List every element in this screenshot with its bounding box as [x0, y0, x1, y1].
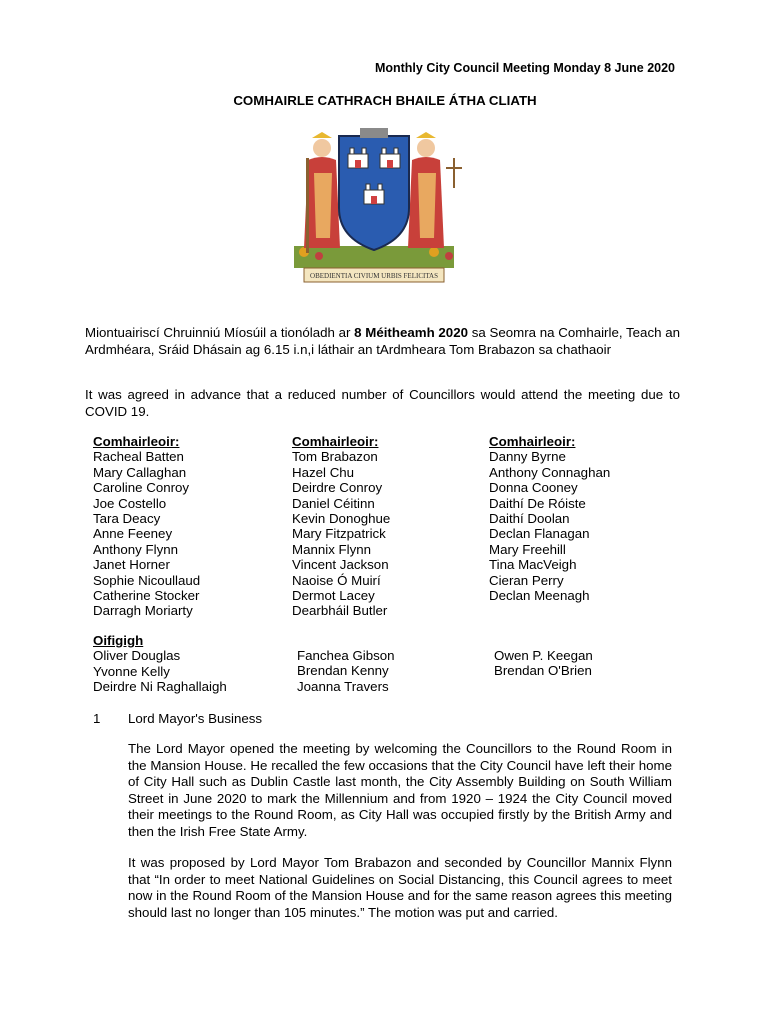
list-item: Mannix Flynn	[292, 541, 372, 557]
item-number: 1	[93, 711, 101, 726]
list-item: Darragh Moriarty	[93, 603, 193, 619]
councillors-column-1	[93, 434, 200, 619]
list-item: Fanchea Gibson	[297, 648, 395, 663]
list-item: Deirdre Conroy	[292, 480, 383, 496]
officials-column-2	[297, 648, 395, 694]
list-item: Anne Feeney	[93, 526, 173, 542]
item-title: Lord Mayor's Business	[128, 711, 263, 726]
list-item: Deirdre Ni Raghallaigh	[93, 679, 227, 695]
item1-paragraph-1: The Lord Mayor opened the meeting by welcoming the Councillors to the Round Room in the Mansion House. He recalled the few occasions that the City Council have left their home of City Hall such as Dublin Castle last month, the City Assembly Building on South William Street in June 2020 to mark the Millennium and from 1920 – 1924 the City Council moved their meetings to the Round Room, as City Hall was occupied firstly by the British Army and then the Irish Free State Army.	[128, 741, 672, 839]
list-item: Daniel Céitinn	[292, 495, 375, 511]
list-item: Naoise Ó Muirí	[292, 572, 381, 588]
list-item: Janet Horner	[93, 557, 170, 573]
list-item: Declan Meenagh	[489, 588, 590, 604]
meeting-date-line: Monthly City Council Meeting Monday 8 June 2020	[374, 61, 675, 75]
list-item: Mary Fitzpatrick	[292, 526, 386, 542]
list-item: Brendan O'Brien	[494, 663, 592, 679]
intro-english: It was agreed in advance that a reduced number of Councillors would attend the meeting due to COVID 19.	[85, 387, 680, 419]
list-item: Daithí De Róiste	[489, 495, 586, 511]
list-item: Tina MacVeigh	[489, 557, 577, 573]
list-item: Joanna Travers	[297, 678, 389, 694]
councillors-heading: Comhairleoir:	[489, 434, 576, 449]
officials-column-1	[93, 633, 227, 695]
list-item: Kevin Donoghue	[292, 511, 391, 527]
list-item: Hazel Chu	[292, 464, 355, 480]
councillors-heading: Comhairleoir:	[93, 434, 180, 449]
list-item: Oliver Douglas	[93, 648, 181, 664]
list-item: Danny Byrne	[489, 449, 566, 465]
list-item: Caroline Conroy	[93, 480, 190, 496]
list-item: Mary Callaghan	[93, 464, 187, 480]
list-item: Joe Costello	[93, 495, 167, 511]
page-title: COMHAIRLE CATHRACH BHAILE ÁTHA CLIATH	[233, 93, 537, 108]
list-item: Anthony Connaghan	[489, 464, 611, 480]
dublin-coat-of-arms	[284, 128, 464, 286]
list-item: Cieran Perry	[489, 572, 564, 588]
councillors-column-2	[292, 434, 390, 619]
officials-heading: Oifigigh	[93, 633, 144, 648]
list-item: Anthony Flynn	[93, 541, 179, 557]
list-item: Sophie Nicoullaud	[93, 572, 201, 588]
list-item: Catherine Stocker	[93, 588, 200, 604]
list-item: Tara Deacy	[93, 511, 161, 527]
list-item: Tom Brabazon	[292, 449, 378, 465]
list-item: Donna Cooney	[489, 480, 578, 496]
list-item: Brendan Kenny	[297, 663, 389, 679]
list-item: Declan Flanagan	[489, 526, 590, 542]
list-item: Yvonne Kelly	[93, 663, 170, 679]
crest-motto: OBEDIENTIA CIVIUM URBIS FELICITAS	[310, 272, 438, 280]
intro-irish: Miontuairiscí Chruinniú Míosúil a tionóladh ar 8 Méitheamh 2020 sa Seomra na Comhairle, Teach an Ardmhéara, Sráid Dhásain ag 6.15 i.n,i láthair an tArdmheara Tom Brabazon sa chathaoir	[85, 325, 680, 357]
list-item: Dermot Lacey	[292, 588, 375, 604]
item1-paragraph-2: It was proposed by Lord Mayor Tom Brabazon and seconded by Councillor Mannix Flynn that “In order to meet National Guidelines on Social Distancing, this Council agrees to meet now in the Round Room of the Mansion House and for the same reason agrees this meeting should last no longer than 105 minutes.” The motion was put and carried.	[128, 855, 672, 920]
list-item: Owen P. Keegan	[494, 648, 593, 663]
councillors-heading: Comhairleoir:	[292, 434, 379, 449]
list-item: Daithí Doolan	[489, 511, 570, 527]
list-item: Dearbháil Butler	[292, 603, 388, 619]
councillors-column-3	[489, 434, 610, 603]
list-item: Mary Freehill	[489, 541, 566, 557]
list-item: Vincent Jackson	[292, 557, 389, 573]
officials-column-3	[494, 648, 593, 679]
list-item: Racheal Batten	[93, 449, 184, 465]
